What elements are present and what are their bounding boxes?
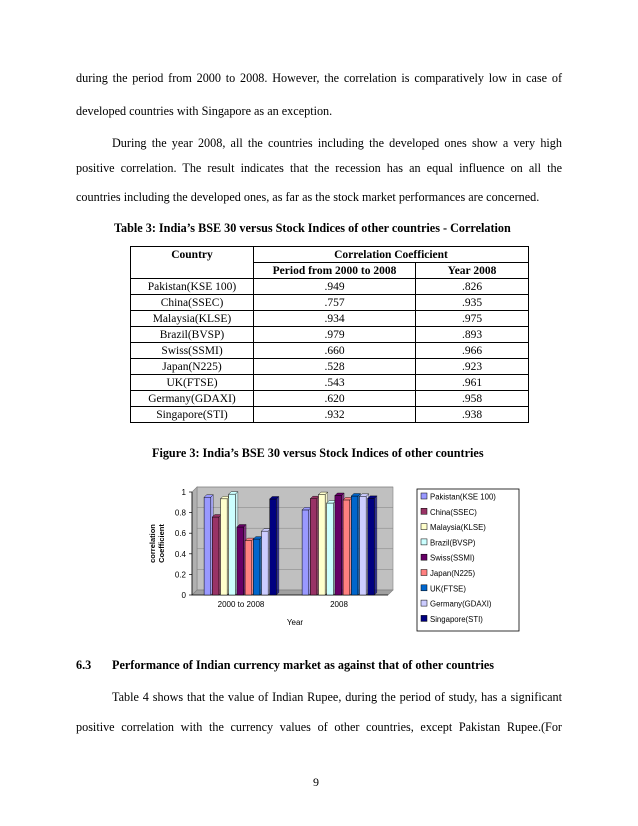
bar [270, 499, 277, 595]
table-cell-period: .932 [254, 407, 416, 423]
paragraph-line: positive correlation. The result indicates that the recession has an equal influence on all the [76, 161, 562, 175]
x-axis-label: Year [286, 618, 304, 627]
legend-swatch [421, 570, 427, 576]
bar [229, 494, 236, 595]
x-tick-label: 2000 to 2008 [217, 600, 265, 609]
table-cell-country: Singapore(STI) [131, 407, 254, 423]
bar-side [276, 497, 279, 595]
y-tick-label: 1 [181, 488, 186, 497]
table-row [131, 327, 529, 343]
legend-swatch [421, 508, 427, 514]
y-tick-label: 0.2 [174, 570, 186, 580]
table-cell-year: .938 [416, 407, 529, 423]
legend-swatch [421, 539, 427, 545]
table-row [131, 295, 529, 311]
paragraph-line: positive correlation with the currency values of other countries, except Pakistan Rupee.(For [76, 720, 562, 734]
legend-swatch [421, 615, 427, 621]
table-header-period: Period from 2000 to 2008 [254, 263, 416, 279]
table-cell-period: .934 [254, 311, 416, 327]
plot-side-wall [192, 487, 197, 595]
table-cell-year: .975 [416, 311, 529, 327]
table-row [131, 391, 529, 407]
legend-swatch [421, 524, 427, 530]
page-number: 9 [313, 775, 319, 789]
legend-label: China(SSEC) [430, 507, 477, 517]
bar [204, 497, 211, 595]
bar [310, 499, 317, 595]
table-cell-country: Japan(N225) [131, 359, 254, 375]
table-row [131, 407, 529, 423]
legend-label: UK(FTSE) [430, 584, 466, 594]
paragraph-line: developed countries with Singapore as an exception. [76, 104, 333, 118]
table-caption: Table 3: India’s BSE 30 versus Stock Indices of other countries - Correlation [114, 221, 511, 235]
correlation-bar-chart [140, 477, 526, 635]
figure-caption: Figure 3: India’s BSE 30 versus Stock Indices of other countries [152, 446, 484, 460]
table-header-empty [131, 263, 254, 279]
table-cell-year: .935 [416, 295, 529, 311]
paragraph-line: countries including the developed ones, as far as the stock market performances are concerned. [76, 190, 540, 204]
bar [237, 527, 244, 595]
legend-label: Singapore(STI) [430, 614, 483, 624]
legend-label: Germany(GDAXI) [430, 599, 492, 609]
table-header-country: Country [131, 247, 254, 263]
table-header-group: Correlation Coefficient [254, 247, 529, 263]
table-cell-year: .826 [416, 279, 529, 295]
legend-swatch [421, 585, 427, 591]
bar [360, 496, 367, 595]
y-tick-label: 0.4 [174, 549, 186, 559]
table-cell-country: Pakistan(KSE 100) [131, 279, 254, 295]
table-cell-year: .966 [416, 343, 529, 359]
y-axis-label: correlation [148, 524, 157, 563]
legend-label: Brazil(BVSP) [430, 538, 476, 548]
legend-swatch [421, 554, 427, 560]
bar [343, 500, 350, 595]
x-tick-label: 2008 [330, 600, 348, 609]
bar [212, 517, 219, 595]
bar [245, 541, 252, 595]
table-row [131, 279, 529, 295]
bar [253, 539, 260, 595]
table-row [131, 311, 529, 327]
legend-label: Pakistan(KSE 100) [430, 492, 496, 502]
paragraph-line: during the period from 2000 to 2008. However, the correlation is comparatively low in case of [76, 71, 562, 85]
table-cell-year: .958 [416, 391, 529, 407]
table-header-year: Year 2008 [416, 263, 529, 279]
bar [327, 503, 334, 595]
table-cell-year: .923 [416, 359, 529, 375]
table-cell-year: .893 [416, 327, 529, 343]
table-cell-country: UK(FTSE) [131, 375, 254, 391]
bar [351, 496, 358, 595]
table-cell-year: .961 [416, 375, 529, 391]
table-cell-period: .543 [254, 375, 416, 391]
table-cell-period: .528 [254, 359, 416, 375]
table-cell-period: .979 [254, 327, 416, 343]
bar [368, 498, 375, 595]
legend-swatch [421, 600, 427, 606]
table-cell-country: Germany(GDAXI) [131, 391, 254, 407]
y-axis-label: Coefficient [157, 524, 166, 563]
bar-side [374, 496, 377, 595]
paragraph-line: Table 4 shows that the value of Indian Rupee, during the period of study, has a significant [112, 690, 562, 704]
table-row [131, 359, 529, 375]
table-cell-period: .620 [254, 391, 416, 407]
table-cell-country: Malaysia(KLSE) [131, 311, 254, 327]
legend-label: Malaysia(KLSE) [430, 523, 486, 533]
table-cell-country: Brazil(BVSP) [131, 327, 254, 343]
table-cell-period: .949 [254, 279, 416, 295]
bar [319, 495, 326, 595]
paragraph-line: During the year 2008, all the countries including the developed ones show a very high [112, 136, 562, 150]
bar [262, 531, 269, 595]
bar [302, 510, 309, 595]
y-tick-label: 0.8 [174, 508, 186, 518]
correlation-table [130, 246, 529, 423]
table-cell-period: .660 [254, 343, 416, 359]
section-number: 6.3 [76, 658, 92, 672]
table-row [131, 375, 529, 391]
table-cell-country: Swiss(SSMI) [131, 343, 254, 359]
y-tick-label: 0 [181, 591, 186, 600]
legend-swatch [421, 493, 427, 499]
legend-label: Swiss(SSMI) [430, 553, 475, 563]
bar [221, 499, 228, 595]
y-tick-label: 0.6 [174, 529, 186, 539]
legend-label: Japan(N225) [430, 569, 476, 578]
section-title: Performance of Indian currency market as against that of other countries [112, 658, 495, 672]
table-cell-country: China(SSEC) [131, 295, 254, 311]
table-cell-period: .757 [254, 295, 416, 311]
bar [335, 496, 342, 595]
table-row [131, 343, 529, 359]
